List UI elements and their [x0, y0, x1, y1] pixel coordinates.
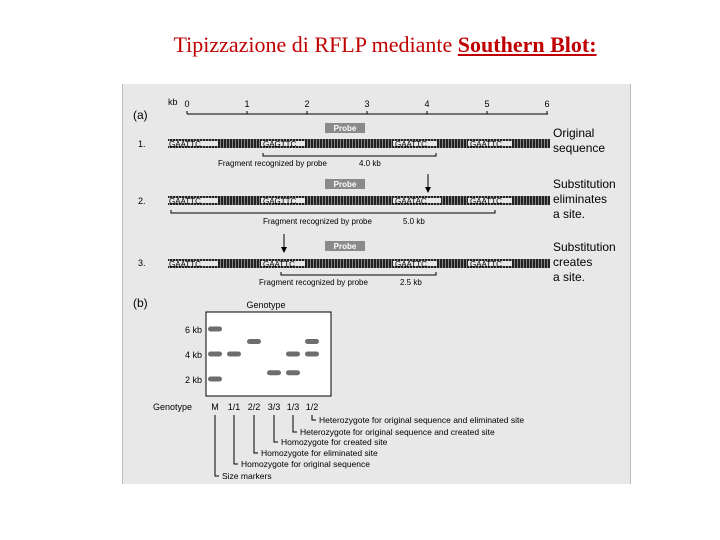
fragment-label: Fragment recognized by probe [259, 278, 368, 287]
fragment-bracket [281, 272, 436, 275]
fragment-label: Fragment recognized by probe [218, 159, 327, 168]
restriction-site: GAATAC [395, 197, 427, 206]
gel-title: Genotype [246, 300, 286, 310]
sequence-row-1 [138, 123, 605, 168]
restriction-site: GAATTC [470, 260, 502, 269]
scale-tick-3: 3 [364, 99, 370, 109]
fragment-size: 5.0 kb [403, 217, 425, 226]
scale-tick-4: 4 [424, 99, 430, 109]
restriction-site: GAATTC [470, 140, 502, 149]
probe-label: Probe [333, 124, 357, 133]
restriction-site: GAATTC [263, 260, 295, 269]
row-description-line: a site. [553, 207, 586, 221]
lane-label-2-2: 2/2 [247, 402, 261, 412]
gel-band [267, 370, 281, 375]
fragment-size: 2.5 kb [400, 278, 422, 287]
fragment-bracket [171, 210, 495, 213]
row-number: 2. [138, 196, 146, 206]
size-marker-label: 6 kb [184, 325, 202, 335]
gel-band [305, 339, 319, 344]
lane-label-1-1: 1/1 [227, 402, 241, 412]
gel-band [227, 352, 241, 357]
gel-band [286, 352, 300, 357]
restriction-site: GAATTC [395, 260, 427, 269]
row-description-line: sequence [553, 141, 606, 155]
panel-b-label: (b) [133, 296, 148, 310]
row-description-line: Substitution [553, 177, 616, 191]
sequence-row-2 [138, 174, 616, 226]
probe-label: Probe [333, 180, 357, 189]
row-description-line: a site. [553, 270, 586, 284]
restriction-site: GAATTC [169, 260, 201, 269]
legend-item-3-3: Homozygote for created site [281, 437, 388, 447]
row-description-line: creates [553, 255, 593, 269]
gel-band [208, 352, 222, 357]
legend-item-1-1: Homozygote for original sequence [241, 459, 370, 469]
row-description-line: Original [553, 126, 595, 140]
scale-tick-6: 6 [544, 99, 550, 109]
restriction-site: GAATTC [395, 140, 427, 149]
lane-label-m: M [211, 402, 219, 412]
size-marker-label: 2 kb [184, 375, 202, 385]
legend-item-m: Size markers [222, 471, 272, 481]
restriction-site: GAGTTC [263, 140, 297, 149]
row-number: 1. [138, 139, 146, 149]
size-marker-label: 4 kb [184, 350, 202, 360]
restriction-site: GAGTTC [263, 197, 297, 206]
fragment-bracket [263, 153, 436, 156]
scale-tick-5: 5 [484, 99, 490, 109]
scale-tick-2: 2 [304, 99, 310, 109]
lane-label-1-2: 1/2 [305, 402, 319, 412]
gel-band [247, 339, 261, 344]
restriction-site: GAATTC [169, 197, 201, 206]
sequence-row-3 [138, 234, 616, 287]
row-description-line: Substitution [553, 240, 616, 254]
fragment-label: Fragment recognized by probe [263, 217, 372, 226]
restriction-site: GAATTC [470, 197, 502, 206]
slide-title [0, 32, 720, 58]
row-number: 3. [138, 258, 146, 268]
lane-axis-label: Genotype [153, 402, 193, 412]
probe-label: Probe [333, 242, 357, 251]
lane-label-1-3: 1/3 [286, 402, 300, 412]
gel-band [208, 377, 222, 382]
scale-unit: kb [168, 97, 178, 107]
row-description-line: eliminates [553, 192, 608, 206]
restriction-site: GAATTC [169, 140, 201, 149]
legend-item-2-2: Homozygote for eliminated site [261, 448, 378, 458]
rflp-diagram [123, 84, 630, 484]
legend-item-1-2: Heterozygote for original sequence and eliminated site [319, 415, 525, 425]
panel-a-label: (a) [133, 108, 148, 122]
scale-tick-1: 1 [244, 99, 250, 109]
legend-item-1-3: Heterozygote for original sequence and created site [300, 427, 495, 437]
lane-label-3-3: 3/3 [267, 402, 281, 412]
gel-band [208, 327, 222, 332]
gel-band [286, 370, 300, 375]
title-emphasis: Southern Blot: [457, 32, 597, 57]
fragment-size: 4.0 kb [359, 159, 381, 168]
gel-band [305, 352, 319, 357]
title-prefix: Tipizzazione di RFLP mediante [173, 32, 458, 57]
rflp-figure [122, 84, 631, 484]
scale-tick-0: 0 [184, 99, 190, 109]
